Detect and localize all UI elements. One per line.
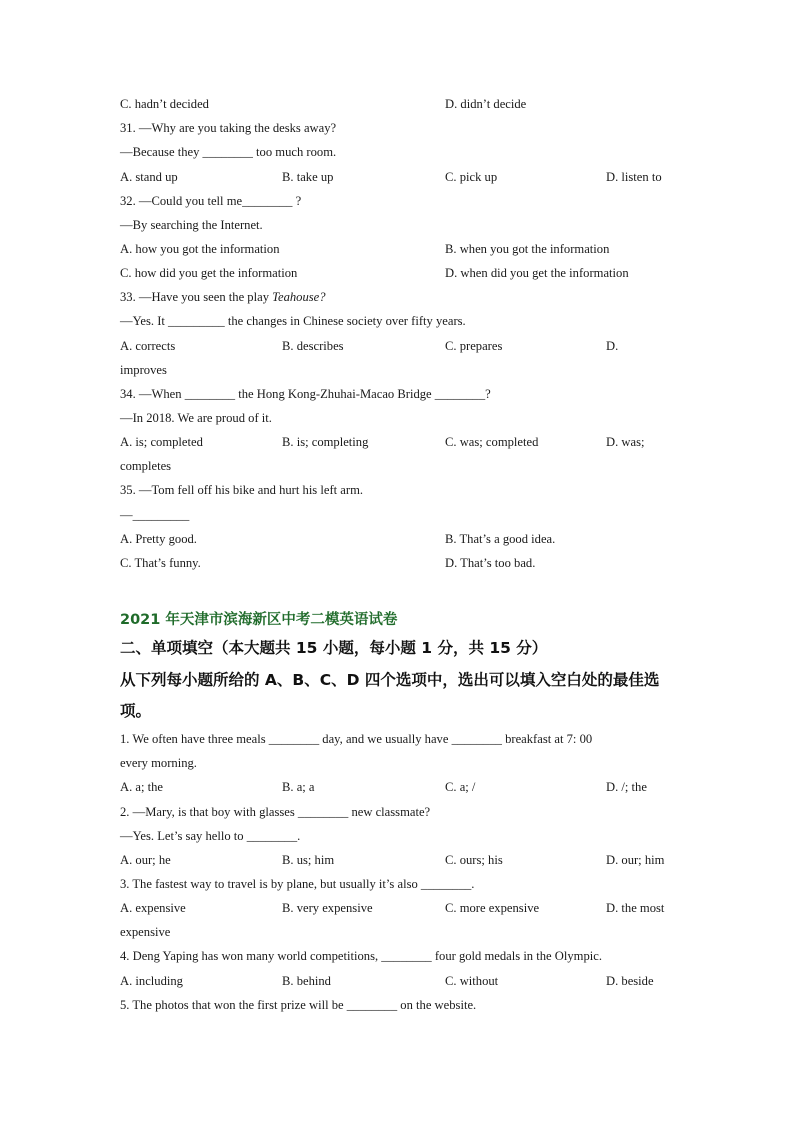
- q34-option-c: C. was; completed: [445, 435, 539, 449]
- q31-option-a: A. stand up: [120, 170, 178, 184]
- q34-option-b: B. is; completing: [282, 435, 369, 449]
- n3-option-a: A. expensive: [120, 901, 186, 915]
- n3-stem: 3. The fastest way to travel is by plane, but usually it’s also ________.: [120, 877, 475, 891]
- q30-option-d: D. didn’t decide: [445, 97, 527, 111]
- n3-option-d: D. the most: [606, 901, 665, 915]
- q31-stem: 31. —Why are you taking the desks away?: [120, 121, 337, 135]
- n1-option-d: D. /; the: [606, 780, 647, 794]
- q35-option-c: C. That’s funny.: [120, 556, 201, 570]
- q30-option-c: C. hadn’t decided: [120, 97, 209, 111]
- q35-response: —_________: [120, 508, 190, 522]
- q34-stem: 34. —When ________ the Hong Kong-Zhuhai-Macao Bridge ________?: [120, 387, 491, 401]
- n2-response: —Yes. Let’s say hello to ________.: [120, 829, 301, 843]
- q33-option-b: B. describes: [282, 339, 344, 353]
- q33-stem-text: 33. —Have you seen the play: [120, 290, 273, 304]
- instruction-line-2: 项。: [120, 702, 152, 720]
- n2-option-c: C. ours; his: [445, 853, 503, 867]
- q34-response: —In 2018. We are proud of it.: [120, 411, 272, 425]
- q35-stem: 35. —Tom fell off his bike and hurt his left arm.: [120, 483, 364, 497]
- n5-stem: 5. The photos that won the first prize will be ________ on the website.: [120, 998, 477, 1012]
- n1-option-a: A. a; the: [120, 780, 164, 794]
- q35-option-d: D. That’s too bad.: [445, 556, 536, 570]
- n3-option-c: C. more expensive: [445, 901, 540, 915]
- q31-option-b: B. take up: [282, 170, 334, 184]
- q31-option-d: D. listen to: [606, 170, 662, 184]
- q34-option-d: D. was;: [606, 435, 645, 449]
- q35-option-a: A. Pretty good.: [120, 532, 197, 546]
- q33-option-d-wrap: improves: [120, 363, 167, 377]
- q32-option-d: D. when did you get the information: [445, 266, 629, 280]
- n2-option-d: D. our; him: [606, 853, 665, 867]
- q35-option-b: B. That’s a good idea.: [445, 532, 556, 546]
- q32-option-c: C. how did you get the information: [120, 266, 298, 280]
- n1-stem: 1. We often have three meals ________ day, and we usually have ________ breakfast at 7: 00: [120, 732, 593, 746]
- n2-option-a: A. our; he: [120, 853, 171, 867]
- q32-response: —By searching the Internet.: [120, 218, 263, 232]
- q32-option-a: A. how you got the information: [120, 242, 280, 256]
- q33-response: —Yes. It _________ the changes in Chinese society over fifty years.: [120, 314, 466, 328]
- q33-stem: [120, 289, 326, 305]
- n3-option-d-wrap: expensive: [120, 925, 171, 939]
- q34-option-a: A. is; completed: [120, 435, 203, 449]
- n1-stem-wrap: every morning.: [120, 756, 197, 770]
- exam-title: 2021 年天津市滨海新区中考二模英语试卷: [120, 612, 398, 628]
- n4-option-c: C. without: [445, 974, 499, 988]
- q31-response: —Because they ________ too much room.: [120, 145, 337, 159]
- q33-option-a: A. corrects: [120, 339, 176, 353]
- instruction-line-1: 从下列每小题所给的 A、B、C、D 四个选项中，选出可以填入空白处的最佳选: [120, 671, 660, 689]
- q34-option-d-wrap: completes: [120, 459, 172, 473]
- n2-stem: 2. —Mary, is that boy with glasses ________ new classmate?: [120, 805, 431, 819]
- n4-stem: 4. Deng Yaping has won many world competitions, ________ four gold medals in the Olympic.: [120, 949, 603, 963]
- n3-option-b: B. very expensive: [282, 901, 373, 915]
- n4-option-d: D. beside: [606, 974, 654, 988]
- q31-option-c: C. pick up: [445, 170, 498, 184]
- q32-stem: 32. —Could you tell me________ ?: [120, 194, 302, 208]
- part-heading: 二、单项填空（本大题共 15 小题，每小题 1 分，共 15 分）: [120, 639, 548, 657]
- q33-option-d: D.: [606, 339, 619, 353]
- n1-option-c: C. a; /: [445, 780, 476, 794]
- n2-option-b: B. us; him: [282, 853, 335, 867]
- n4-option-b: B. behind: [282, 974, 331, 988]
- q32-option-b: B. when you got the information: [445, 242, 610, 256]
- q33-play-title: Teahouse?: [272, 290, 326, 304]
- n4-option-a: A. including: [120, 974, 183, 988]
- q33-option-c: C. prepares: [445, 339, 503, 353]
- n1-option-b: B. a; a: [282, 780, 315, 794]
